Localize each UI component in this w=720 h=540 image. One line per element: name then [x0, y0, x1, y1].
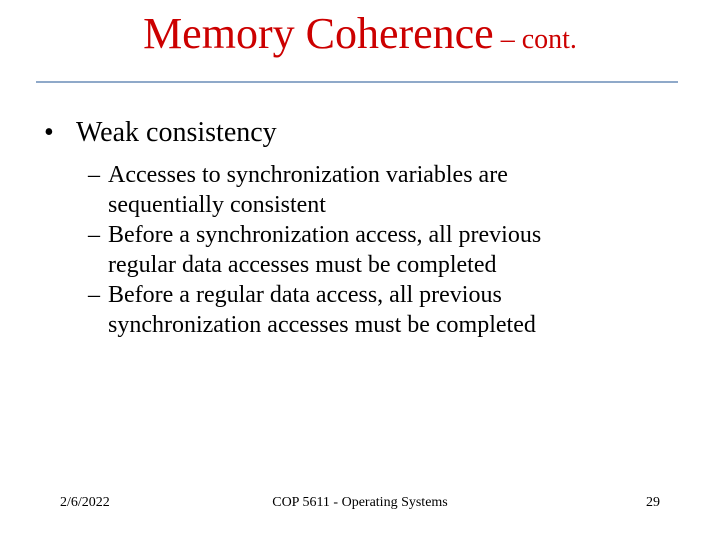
- title-divider: [36, 81, 678, 83]
- sub-bullet-list: [88, 160, 648, 340]
- main-bullet-text: Weak consistency: [76, 117, 277, 148]
- sub-bullet-text: Before a regular data access, all previous synchronization accesses must be completed: [108, 282, 536, 338]
- sub-bullet-2: [88, 220, 648, 280]
- sub-bullet-text: Accesses to synchronization variables are sequentially consistent: [108, 162, 508, 218]
- footer-date: 2/6/2022: [60, 495, 110, 510]
- slide-title-suffix: – cont.: [493, 24, 577, 55]
- footer-course: COP 5611 - Operating Systems: [272, 495, 448, 510]
- sub-bullet-marker: –: [88, 282, 100, 308]
- bullet-marker: •: [44, 117, 54, 148]
- slide-title-main: Memory Coherence: [143, 9, 494, 58]
- sub-bullet-marker: –: [88, 162, 100, 188]
- sub-bullet-3: [88, 280, 648, 340]
- sub-bullet-text: Before a synchronization access, all previous regular data accesses must be completed: [108, 222, 542, 278]
- main-bullet: [44, 116, 277, 150]
- footer-page-number: 29: [646, 495, 660, 510]
- slide-title: [0, 9, 720, 58]
- sub-bullet-1: [88, 160, 648, 220]
- sub-bullet-marker: –: [88, 222, 100, 248]
